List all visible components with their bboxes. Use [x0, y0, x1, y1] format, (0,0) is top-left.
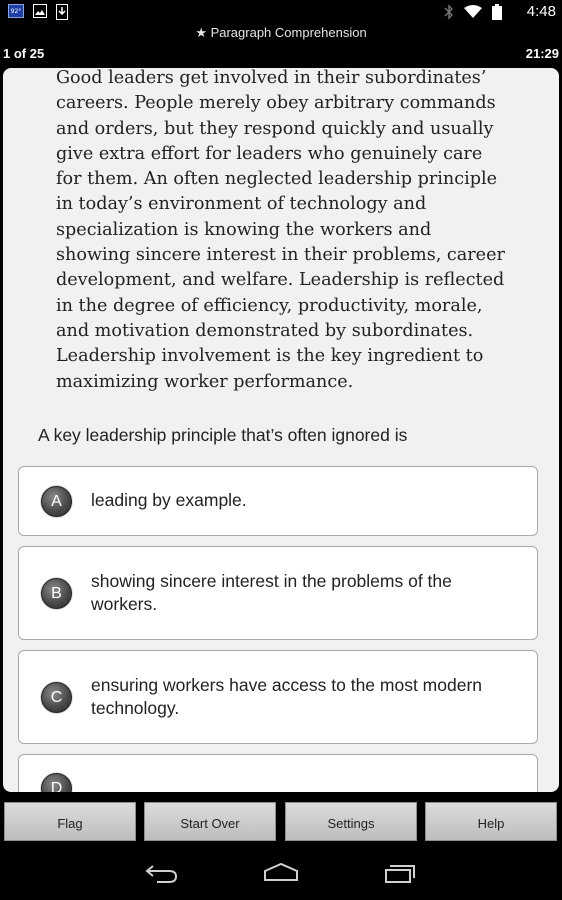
passage-line: Leadership involvement is the key ingredient to	[56, 346, 484, 367]
recent-apps-icon[interactable]	[384, 862, 418, 884]
download-icon	[56, 4, 68, 20]
answer-choice-a[interactable]	[18, 466, 538, 536]
passage-text	[56, 68, 516, 395]
clock: 4:48	[526, 3, 556, 20]
passage-line: for them. An often neglected leadership principle	[56, 169, 498, 190]
start-over-button[interactable]: Start Over	[144, 802, 276, 841]
question-card[interactable]	[3, 68, 559, 792]
weather-icon: 92°	[8, 4, 24, 18]
gallery-icon	[33, 4, 47, 18]
passage-line: in today’s environment of technology and	[56, 194, 427, 215]
passage-line: and orders, but they respond quickly and usually	[56, 118, 494, 139]
passage-line: and motivation demonstrated by subordinates.	[56, 320, 474, 341]
passage-line: specialization is knowing the workers and	[56, 219, 432, 240]
home-icon[interactable]	[263, 862, 299, 884]
system-nav-bar	[0, 846, 562, 900]
choice-letter-badge: D	[41, 773, 72, 792]
passage-line: in the degree of efficiency, productivity, morale,	[56, 295, 483, 316]
question-progress: 1 of 25	[3, 46, 45, 61]
choice-letter-badge: B	[41, 578, 72, 609]
passage-line: Good leaders get involved in their subordinates’	[56, 68, 487, 88]
status-bar	[0, 0, 562, 24]
passage-line: development, and welfare. Leadership is reflected	[56, 270, 505, 291]
choice-text: ensuring workers have access to the most modern technology.	[91, 675, 483, 718]
battery-icon	[492, 4, 502, 20]
status-icons	[444, 4, 502, 20]
answer-choice-b[interactable]	[18, 546, 538, 640]
page-title: ★ Paragraph Comprehension	[195, 25, 367, 40]
countdown-timer: 21:29	[525, 46, 559, 61]
app-header	[0, 24, 562, 68]
passage-line: showing sincere interest in their problems, career	[56, 245, 505, 266]
answer-choice-d[interactable]	[18, 754, 538, 792]
answer-choice-c[interactable]	[18, 650, 538, 744]
passage-line: give extra effort for leaders who genuinely care	[56, 143, 483, 164]
action-bar	[0, 800, 562, 844]
question-text: A key leadership principle that’s often ignored is	[38, 425, 408, 445]
choice-text: showing sincere interest in the problems of the workers.	[91, 571, 452, 614]
help-button[interactable]: Help	[425, 802, 557, 841]
choice-letter-badge: A	[41, 486, 72, 517]
settings-button[interactable]: Settings	[285, 802, 417, 841]
back-icon[interactable]	[145, 862, 179, 884]
choice-letter-badge: C	[41, 682, 72, 713]
passage-line: careers. People merely obey arbitrary commands	[56, 93, 496, 114]
flag-button[interactable]: Flag	[4, 802, 136, 841]
passage-line: maximizing worker performance.	[56, 371, 354, 392]
wifi-icon	[464, 5, 482, 19]
choice-text: leading by example.	[91, 490, 247, 510]
bluetooth-icon	[444, 4, 454, 20]
